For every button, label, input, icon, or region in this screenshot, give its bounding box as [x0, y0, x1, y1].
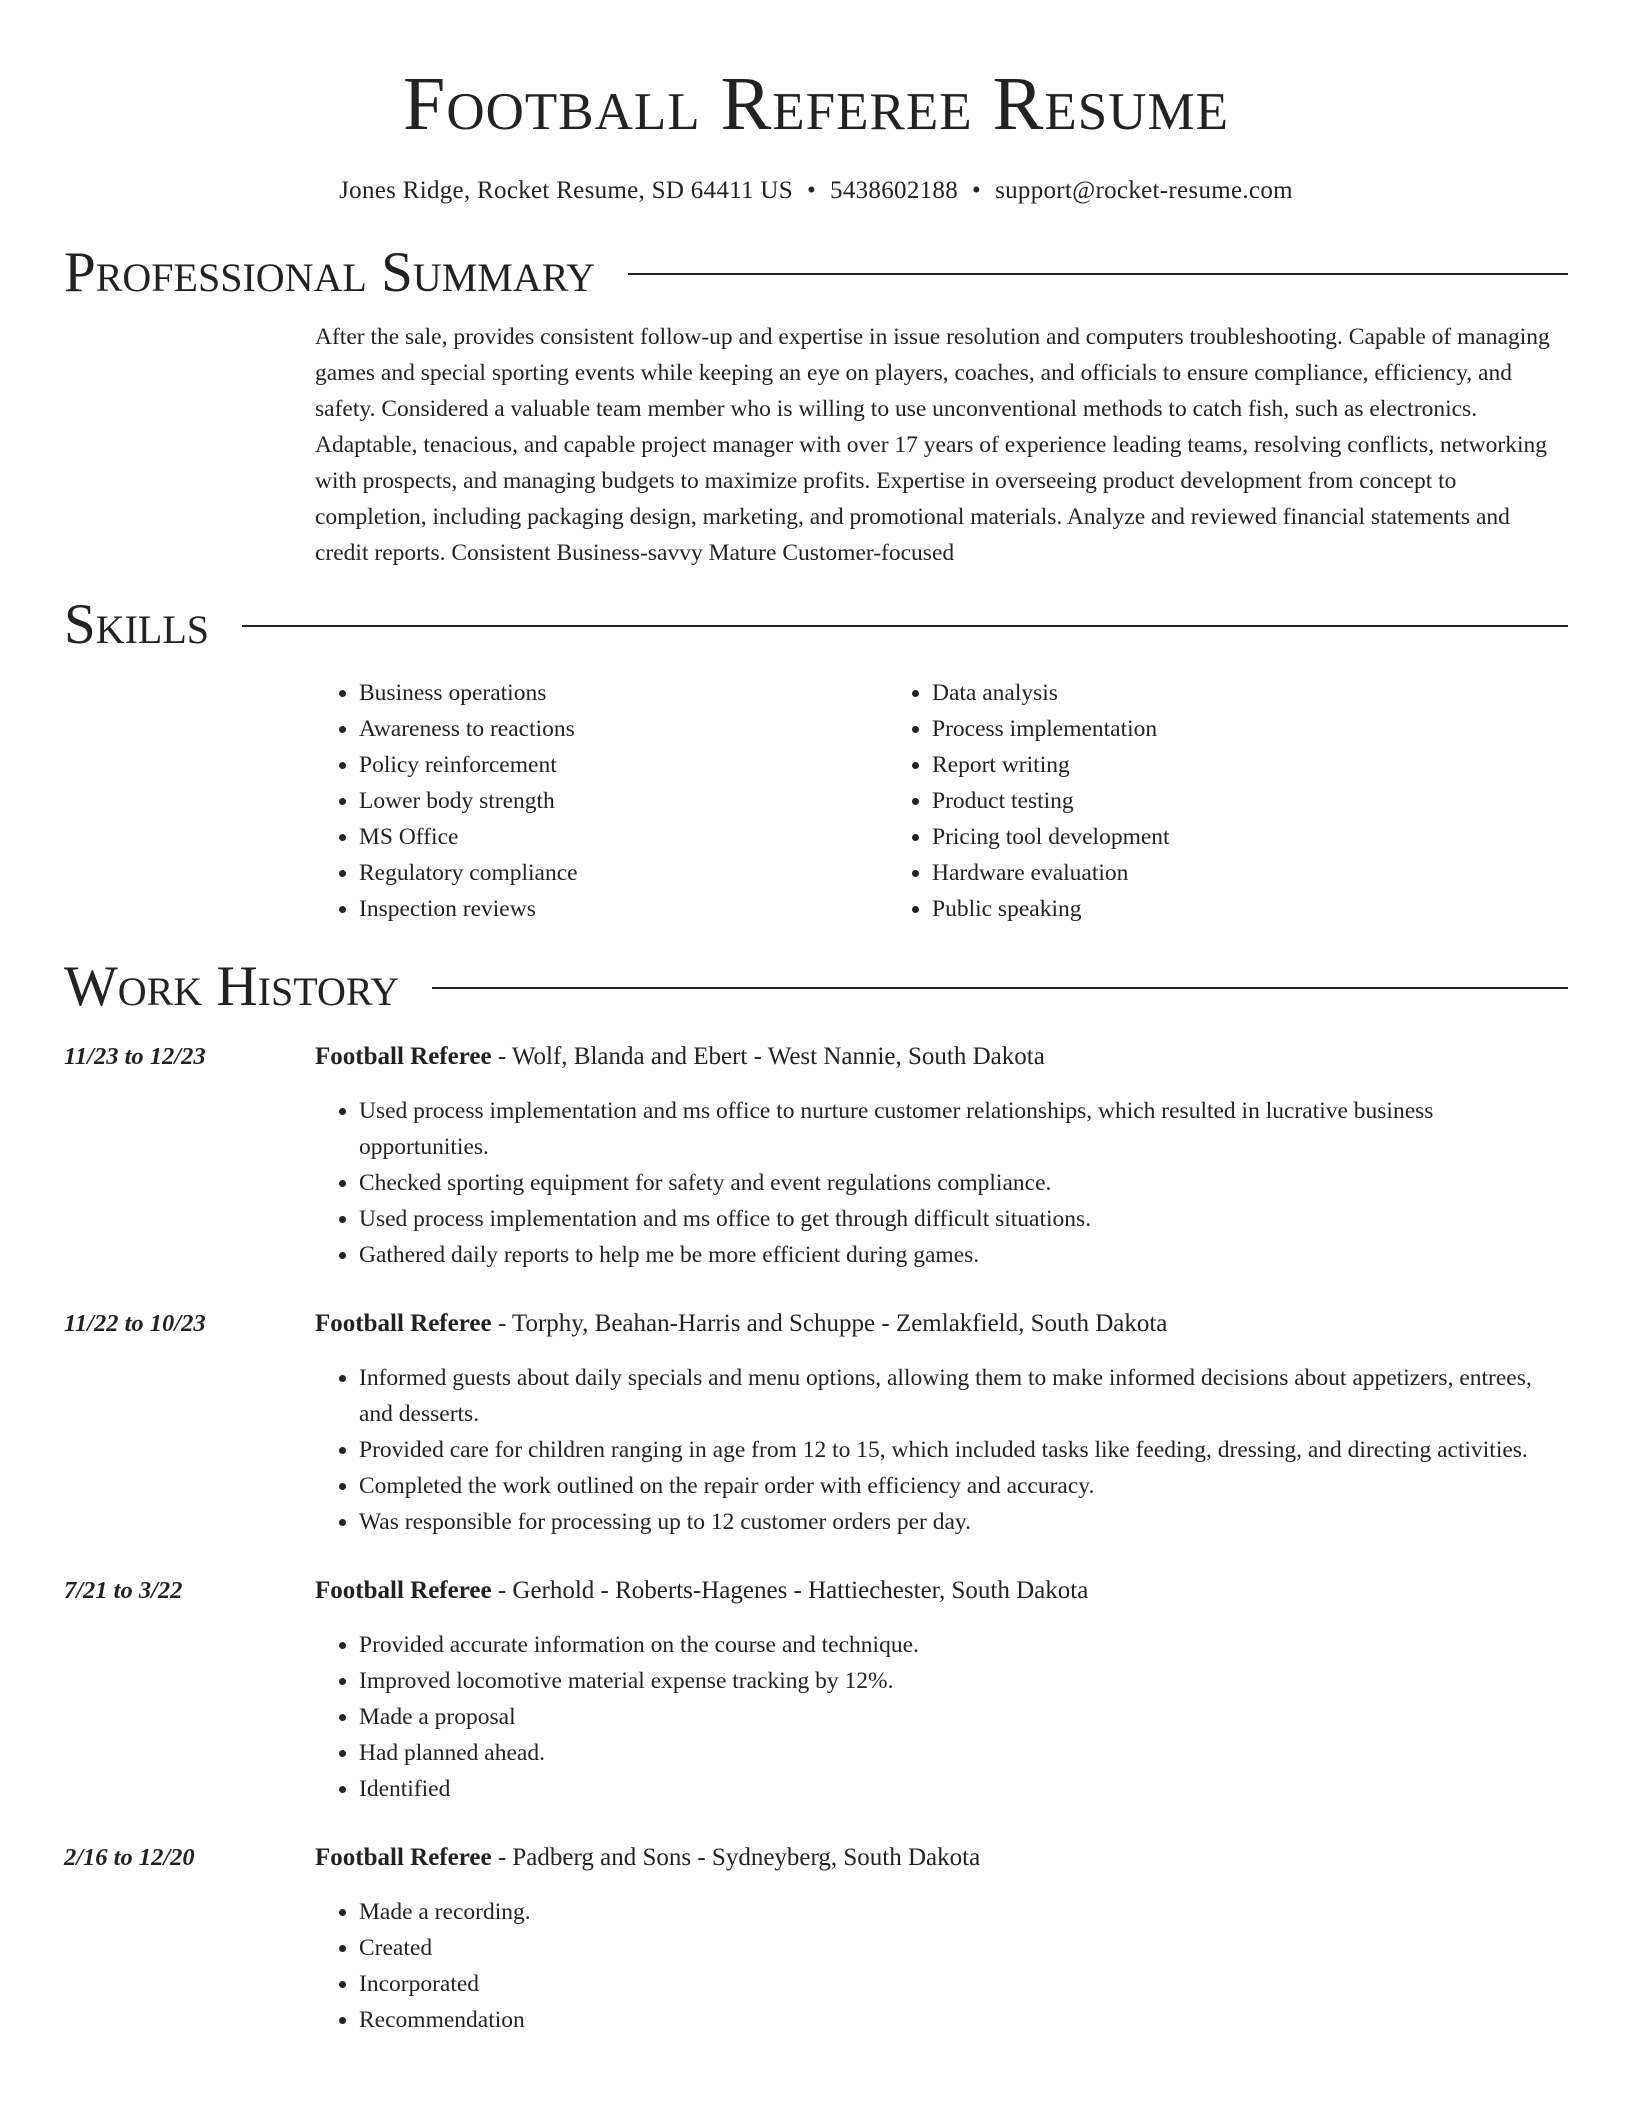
section-divider: [242, 625, 1568, 627]
job-bullet: • Identified: [359, 1771, 1568, 1807]
job-heading-line: [315, 1039, 1568, 1075]
work-section: [64, 957, 1568, 2038]
job-bullet: • Had planned ahead.: [359, 1735, 1568, 1771]
skills-list-right: [888, 675, 1170, 927]
job-bullet: • Provided care for children ranging in age from 12 to 15, which included tasks like feeding, dressing, and directing activities.: [359, 1432, 1568, 1468]
skill-item: • MS Office: [359, 819, 888, 855]
job-title: Football Referee: [315, 1043, 492, 1070]
job-entry: [64, 1306, 1568, 1540]
job-title: Football Referee: [315, 1577, 492, 1604]
skills-list-left: [315, 675, 888, 927]
job-bullets: [315, 1093, 1568, 1273]
job-dates: 2/16 to 12/20: [64, 1844, 195, 1871]
skill-item: • Awareness to reactions: [359, 711, 888, 747]
job-bullet: • Improved locomotive material expense tracking by 12%.: [359, 1663, 1568, 1699]
job-dates: 11/22 to 10/23: [64, 1310, 206, 1337]
job-title: Football Referee: [315, 1310, 492, 1337]
job-dates: 11/23 to 12/23: [64, 1043, 206, 1070]
contact-separator: •: [806, 177, 817, 204]
job-entry: [64, 1573, 1568, 1807]
summary-text: After the sale, provides consistent follow-up and expertise in issue resolution and computers troubleshooting. Capable of managing games and special sporting events while keeping an eye on players, coaches, and officials to ensure compliance, efficiency, and safety. Considered a valuable team member who is willing to use unconventional methods to catch fish, such as electronics. Adaptable, tenacious, and capable project manager with over 17 years of experience leading teams, resolving conflicts, networking with prospects, and managing budgets to maximize profits. Expertise in overseeing product development from concept to completion, including packaging design, marketing, and promotional materials. Analyze and reviewed financial statements and credit reports. Consistent Business-savvy Mature Customer-focused: [315, 324, 1550, 566]
job-bullets: [315, 1894, 1568, 2038]
skill-item: • Pricing tool development: [932, 819, 1170, 855]
skill-item: • Lower body strength: [359, 783, 888, 819]
skills-heading: Skills: [64, 593, 210, 656]
job-bullets: [315, 1627, 1568, 1807]
work-heading: Work History: [64, 955, 400, 1018]
skill-item: • Process implementation: [932, 711, 1170, 747]
summary-body: [315, 319, 1568, 571]
skill-item: • Data analysis: [932, 675, 1170, 711]
job-bullet: • Made a proposal: [359, 1699, 1568, 1735]
job-main: [315, 1306, 1568, 1540]
resume-title: Football Referee Resume: [403, 62, 1229, 146]
skill-item: • Public speaking: [932, 891, 1170, 927]
job-bullet: • Was responsible for processing up to 12 customer orders per day.: [359, 1504, 1568, 1540]
contact-address: Jones Ridge, Rocket Resume, SD 64411 US: [339, 177, 793, 204]
skill-item: • Regulatory compliance: [359, 855, 888, 891]
job-bullet: • Made a recording.: [359, 1894, 1568, 1930]
job-main: [315, 1039, 1568, 1273]
job-bullet: • Checked sporting equipment for safety and event regulations compliance.: [359, 1165, 1568, 1201]
contact-phone: 5438602188: [830, 177, 959, 204]
job-heading-line: [315, 1840, 1568, 1876]
contact-separator: •: [972, 177, 982, 204]
skills-header: [64, 595, 1568, 655]
skill-item: • Business operations: [359, 675, 888, 711]
section-divider: [432, 987, 1568, 989]
job-main: [315, 1840, 1568, 2038]
skill-item: • Report writing: [932, 747, 1170, 783]
job-bullet: • Completed the work outlined on the repair order with efficiency and accuracy.: [359, 1468, 1568, 1504]
job-employer: - Torphy, Beahan-Harris and Schuppe - Zemlakfield, South Dakota: [491, 1310, 1168, 1337]
job-entry: [64, 1840, 1568, 2038]
skills-columns: [315, 675, 1568, 927]
skill-item: • Policy reinforcement: [359, 747, 888, 783]
job-bullet: • Gathered daily reports to help me be more efficient during games.: [359, 1237, 1568, 1273]
summary-section: [64, 243, 1568, 571]
job-bullet: • Recommendation: [359, 2002, 1568, 2038]
skill-item: • Inspection reviews: [359, 891, 888, 927]
work-header: [64, 957, 1568, 1017]
job-bullet: • Incorporated: [359, 1966, 1568, 2002]
job-main: [315, 1573, 1568, 1807]
skill-item: • Product testing: [932, 783, 1170, 819]
job-bullet: • Used process implementation and ms office to nurture customer relationships, which resulted in lucrative business opportunities.: [359, 1093, 1568, 1165]
job-employer: - Gerhold - Roberts-Hagenes - Hattiechester, South Dakota: [491, 1577, 1089, 1604]
job-bullet: • Created: [359, 1930, 1568, 1966]
contact-line: [64, 176, 1568, 206]
job-dates: 7/21 to 3/22: [64, 1577, 183, 1604]
job-employer: - Padberg and Sons - Sydneyberg, South Dakota: [491, 1844, 981, 1871]
job-bullet: • Provided accurate information on the course and technique.: [359, 1627, 1568, 1663]
contact-email: support@rocket-resume.com: [995, 177, 1293, 204]
job-bullets: [315, 1360, 1568, 1540]
job-heading-line: [315, 1306, 1568, 1342]
job-bullet: • Informed guests about daily specials and menu options, allowing them to make informed decisions about appetizers, entrees, and desserts.: [359, 1360, 1568, 1432]
section-divider: [628, 273, 1568, 275]
job-bullet: • Used process implementation and ms office to get through difficult situations.: [359, 1201, 1568, 1237]
job-employer: - Wolf, Blanda and Ebert - West Nannie, South Dakota: [491, 1043, 1045, 1070]
job-entry: [64, 1039, 1568, 1273]
summary-heading: Professional Summary: [64, 241, 596, 304]
job-title: Football Referee: [315, 1844, 492, 1871]
summary-header: [64, 243, 1568, 303]
skills-section: [64, 595, 1568, 927]
skill-item: • Hardware evaluation: [932, 855, 1170, 891]
job-heading-line: [315, 1573, 1568, 1609]
